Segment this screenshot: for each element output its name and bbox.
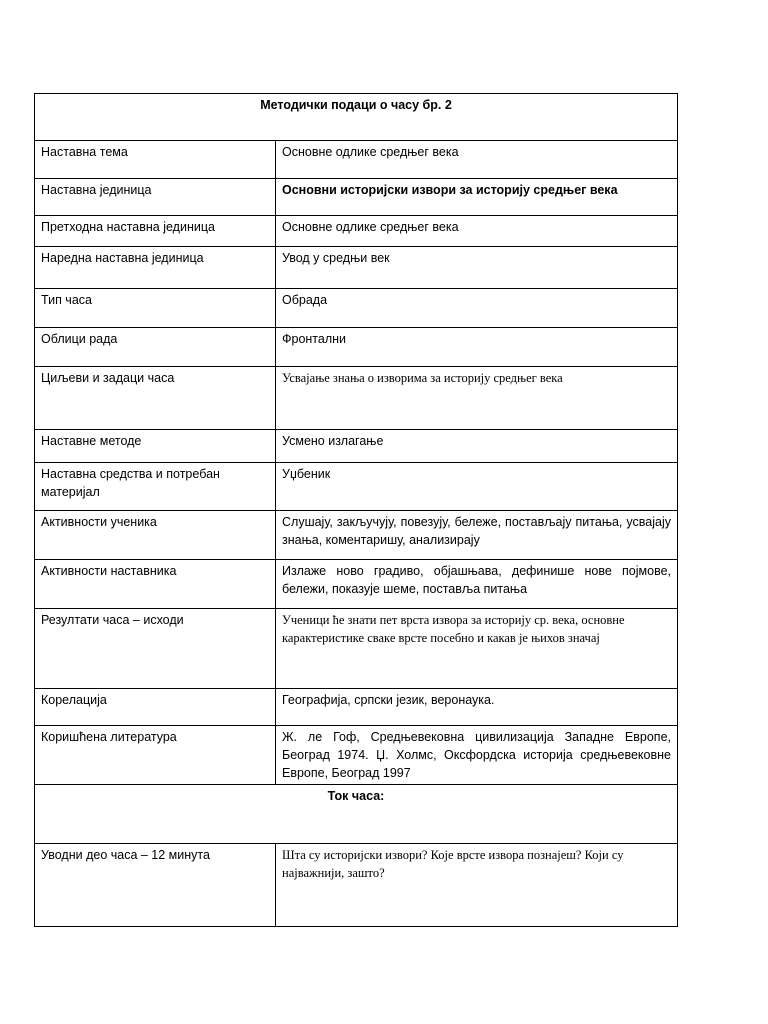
table-row	[35, 430, 678, 463]
row-label: Корелација	[35, 689, 276, 726]
row-value: Слушају, закључују, повезују, бележе, постављају питања, усвајају знања, коментаришу, анализирају	[276, 511, 678, 560]
table-row	[35, 247, 678, 289]
table-row	[35, 844, 678, 927]
row-value: Ж. ле Гоф, Средњевековна цивилизација Западне Европе, Београд 1974. Џ. Холмс, Оксфордска историја средњевековне Европе, Београд 1997	[276, 726, 678, 785]
table-row	[35, 609, 678, 689]
row-value: Фронтални	[276, 328, 678, 367]
table-row	[35, 367, 678, 430]
row-label: Коришћена литература	[35, 726, 276, 785]
table-title: Методички подаци о часу бр. 2	[35, 94, 678, 141]
table-row	[35, 560, 678, 609]
row-value: Уџбеник	[276, 463, 678, 511]
row-value: Усвајање знања о изворима за историју средњег века	[276, 367, 678, 430]
row-label: Наставна средства и потребан материјал	[35, 463, 276, 511]
row-value: Основне одлике средњег века	[276, 216, 678, 247]
row-value: Обрада	[276, 289, 678, 328]
table-row	[35, 179, 678, 216]
row-label: Активности наставника	[35, 560, 276, 609]
row-value: Шта су историјски извори? Које врсте извора познајеш? Који су најважнији, зашто?	[276, 844, 678, 927]
table-row	[35, 726, 678, 785]
table-row	[35, 328, 678, 367]
table-title-row	[35, 94, 678, 141]
row-value: Ученици ће знати пет врста извора за историју ср. века, основне карактеристике сваке врсте посебно и какав је њихов значај	[276, 609, 678, 689]
flow-title: Ток часа:	[35, 785, 678, 844]
row-label: Наставна јединица	[35, 179, 276, 216]
row-label: Активности ученика	[35, 511, 276, 560]
row-label: Тип часа	[35, 289, 276, 328]
row-label: Циљеви и задаци часа	[35, 367, 276, 430]
row-label: Резултати часа – исходи	[35, 609, 276, 689]
row-label: Наставна тема	[35, 141, 276, 179]
row-label: Облици рада	[35, 328, 276, 367]
row-value: Географија, српски језик, веронаука.	[276, 689, 678, 726]
row-value: Излаже ново градиво, објашњава, дефинише нове појмове, бележи, показује шеме, поставља питања	[276, 560, 678, 609]
row-value: Увод у средњи век	[276, 247, 678, 289]
table-row	[35, 511, 678, 560]
table-row	[35, 216, 678, 247]
flow-title-row	[35, 785, 678, 844]
table-row	[35, 289, 678, 328]
row-label: Претходна наставна јединица	[35, 216, 276, 247]
table-row	[35, 689, 678, 726]
row-label: Наредна наставна јединица	[35, 247, 276, 289]
table-row	[35, 463, 678, 511]
row-label: Уводни део часа – 12 минута	[35, 844, 276, 927]
row-value: Усмено излагање	[276, 430, 678, 463]
lesson-plan-table	[34, 93, 678, 927]
table-row	[35, 141, 678, 179]
row-value: Основни историјски извори за историју средњег века	[276, 179, 678, 216]
row-label: Наставне методе	[35, 430, 276, 463]
row-value: Основне одлике средњег века	[276, 141, 678, 179]
